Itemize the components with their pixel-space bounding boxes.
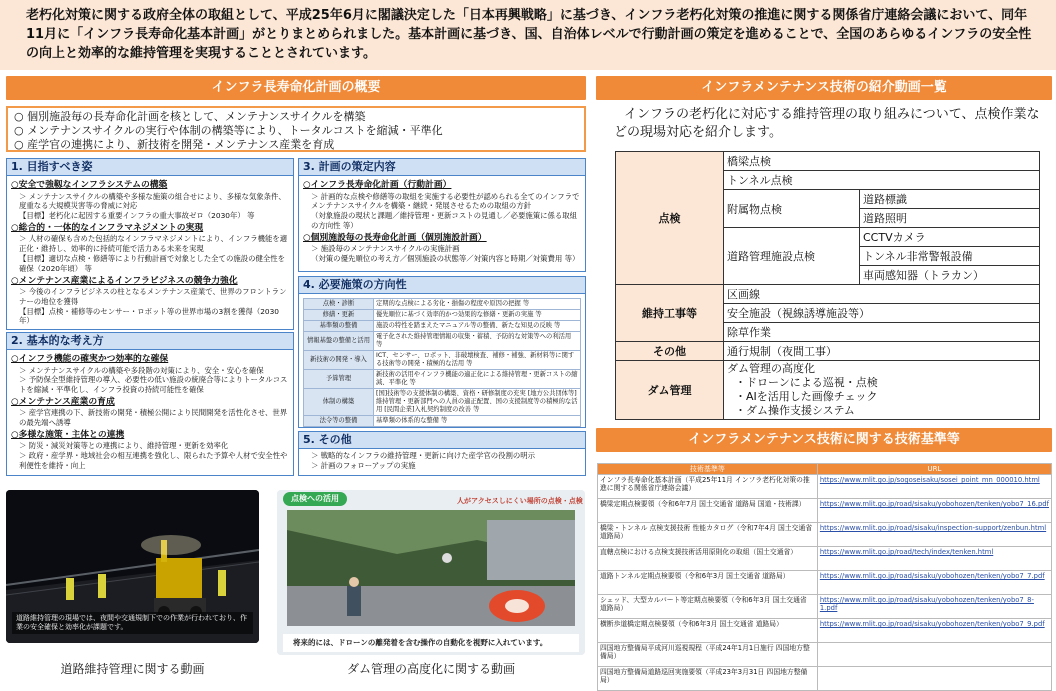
table-row: [598, 619, 1052, 643]
table-row: [616, 285, 1040, 304]
policy-value: ICT、センサー、ロボット、非破壊検査、補修・補強、新材料等に関する技術等の開発・積極的な活用 等: [374, 351, 581, 370]
policy-key: 情報基盤の整備と活用: [304, 332, 374, 351]
table-row: [616, 361, 1040, 420]
table-header-row: [598, 464, 1052, 475]
category-maintenance: 維持工事等: [616, 285, 724, 342]
video-list-table: [615, 151, 1040, 420]
road-maintenance-caption: 道路維持管理に関する動画: [60, 662, 205, 676]
table-row: [598, 523, 1052, 547]
panel-plan-contents: [298, 158, 586, 272]
dam-item-sub: ・ドローンによる巡視・点検: [735, 376, 878, 389]
principle-heading: ○インフラ機能の確実かつ効率的な確保: [11, 354, 169, 364]
policy-table: [303, 298, 581, 427]
table-row: [304, 416, 581, 427]
video-item[interactable]: 除草作業: [724, 323, 1040, 342]
video-subcategory: 附属物点検: [724, 190, 860, 228]
plan-text: ＞ 施設毎のメンテナンスサイクルの実施計画: [311, 244, 460, 254]
policy-value: 新技術の活用やインフラ機能の適正化による維持管理・更新コストの縮減、平準化 等: [374, 370, 581, 389]
video-item[interactable]: 道路照明: [860, 209, 1040, 228]
overview-box: [6, 106, 586, 152]
standard-name: 四国地方整備局平成河川巡視規程（平成24年1月1日施行 四国地方整備局）: [598, 643, 818, 667]
panel-title: 3. 計画の策定内容: [299, 159, 585, 176]
table-row: [304, 321, 581, 332]
drone-scene: [277, 490, 585, 655]
table-row: [598, 571, 1052, 595]
standard-url[interactable]: https://www.mlit.go.jp/road/tech/index/tenken.html: [817, 547, 1051, 571]
principle-text: ＞ 防災・減災対策等との連携により、維持管理・更新を効率化: [19, 441, 229, 451]
table-row: [304, 351, 581, 370]
category-inspection: 点検: [616, 152, 724, 285]
panel-title: 5. その他: [299, 432, 585, 449]
standard-name: 道路トンネル定期点検要領（令和6年3月 国土交通省 道路局）: [598, 571, 818, 595]
table-row: [304, 389, 581, 416]
panel-title: 4. 必要施策の方向性: [299, 277, 585, 294]
standard-name: 四国地方整備局道路巡回実施要領（平成23年3月31日 四国地方整備局）: [598, 667, 818, 691]
standard-url[interactable]: https://www.mlit.go.jp/sogoseisaku/sosei_point_mn_000010.html: [817, 475, 1051, 499]
panel-principles: [6, 332, 294, 476]
goal-heading: ○総合的・一体的なインフラマネジメントの実現: [11, 222, 204, 233]
other-text: ＞ 戦略的なインフラの維持管理・更新に向けた産学官の役割の明示: [311, 451, 536, 460]
category-dam: ダム管理: [616, 361, 724, 420]
table-row: [304, 299, 581, 310]
policy-value: 定期的な点検による劣化・損傷の程度や原因の把握 等: [374, 299, 581, 310]
policy-key: 修繕・更新: [304, 310, 374, 321]
standards-header: インフラメンテナンス技術に関する技術基準等: [596, 428, 1052, 452]
panel-title: 2. 基本的な考え方: [7, 333, 293, 350]
video-list-header: インフラメンテナンス技術の紹介動画一覧: [596, 76, 1052, 100]
table-row: [598, 475, 1052, 499]
principle-text: ＞ 政府・産学界・地域社会の相互連携を強化し、限られた予算や人材で安全性や利便性を維持・向上: [19, 451, 288, 471]
video-item[interactable]: CCTVカメラ: [860, 228, 1040, 247]
plan-text: （対象施設の現状と課題／維持管理・更新コストの見通し／必要施策に係る取組の方向性 等）: [311, 211, 578, 230]
standard-url[interactable]: https://www.mlit.go.jp/road/sisaku/yobohozen/tenken/yobo7_7.pdf: [817, 571, 1051, 595]
dam-management-caption: ダム管理の高度化に関する動画: [346, 662, 515, 676]
intro-text: 老朽化対策に関する政府全体の取組として、平成25年6月に閣議決定した「日本再興戦略」に基づき、インフラ老朽化対策の推進に関する関係省庁連絡会議において、同年11月に「インフラ長寿命化基本計画」がとりまとめられました。基本計画に基づき、国、自治体レベルで行動計画の策定を進めることで、全国のあらゆるインフラの安全性の向上と効率的な維持管理を実現することとされています。: [0, 0, 1056, 70]
goal-heading: ○メンテナンス産業によるインフラビジネスの競争力強化: [11, 275, 238, 286]
standard-url: [817, 643, 1051, 667]
policy-key: 予算管理: [304, 370, 374, 389]
policy-value: 電子化された維持管理情報の収集・蓄積、予防的な対策等への利活用 等: [374, 332, 581, 351]
goal-text: ＞ 人材の確保も含めた包括的なインフラマネジメントにより、インフラ機能を適正化・維持し、効率的に持続可能で活力ある未来を実現: [19, 234, 288, 254]
video-item[interactable]: トンネル点検: [724, 171, 1040, 190]
video-item[interactable]: トンネル非常警報設備: [860, 247, 1040, 266]
policy-value: 基準類の体系的な整備 等: [374, 416, 581, 427]
panel-goals: [6, 158, 294, 330]
policy-key: 法令等の整備: [304, 416, 374, 427]
plan-heading: ○インフラ長寿命化計画（行動計画）: [303, 180, 452, 190]
goal-text: ＞ 今後のインフラビジネスの柱となるメンテナンス産業で、世界のフロントランナーの地位を獲得: [19, 287, 287, 306]
overview-line: ○ 個別施設毎の長寿命化計画を核として、メンテナンスサイクルを構築: [14, 110, 366, 123]
standard-url[interactable]: https://www.mlit.go.jp/road/sisaku/yobohozen/tenken/yobo7_9.pdf: [817, 619, 1051, 643]
policy-key: 点検・診断: [304, 299, 374, 310]
standard-name: 橋梁・トンネル 点検支援技術 性能カタログ（令和7年4月 国土交通省 道路局）: [598, 523, 818, 547]
panel-title: 1. 目指すべき姿: [7, 159, 293, 176]
tag-label: 点検への活用: [291, 494, 339, 503]
table-row: [616, 152, 1040, 171]
video-item[interactable]: 区画線: [724, 285, 1040, 304]
policy-key: 体制の構築: [304, 389, 374, 416]
standard-url[interactable]: https://www.mlit.go.jp/road/sisaku/yobohozen/tenken/yobo7_16.pdf: [817, 499, 1051, 523]
column-header: URL: [817, 464, 1051, 475]
photo-overlay-caption: 道路維持管理の現場では、夜間や交通規制下での作業が行われており、作業の安全確保と効率化が課題です。: [16, 614, 247, 631]
table-row: [598, 595, 1052, 619]
goal-heading: ○安全で強靱なインフラシステムの構築: [11, 180, 168, 190]
dam-management-video[interactable]: [277, 490, 585, 655]
video-item-dam[interactable]: [724, 361, 1040, 420]
video-item[interactable]: 通行規制（夜間工事）: [724, 342, 1040, 361]
policy-value: 優先順位に基づく効率的かつ効果的な修繕・更新の実施 等: [374, 310, 581, 321]
left-section-header: インフラ長寿命化計画の概要: [6, 76, 586, 100]
standards-table: [597, 463, 1052, 691]
video-list-lead: インフラの老朽化に対応する維持管理の取り組みについて、点検作業などの現場対応を紹介します。: [614, 107, 1040, 140]
plan-heading: ○個別施設毎の長寿命化計画（個別施設計画）: [303, 232, 487, 243]
policy-key: 新技術の開発・導入: [304, 351, 374, 370]
road-maintenance-video[interactable]: [6, 490, 259, 643]
principle-text: ＞ 予防保全型維持管理の導入、必要性の低い施設の統廃合等によりトータルコストを縮減・平準化し、インフラ投資の持続可能性を確保: [19, 375, 288, 395]
column-header: 技術基準等: [598, 464, 818, 475]
banner-label: 人がアクセスしにくい場所の点検・点検: [457, 497, 583, 505]
table-row: [598, 667, 1052, 691]
principle-text: ＞ メンテナンスサイクルの構築や多段階の対策により、安全・安心を確保: [19, 365, 264, 375]
goal-target: 【目標】適切な点検・修繕等により行動計画で対象とした全ての施設の健全性を確保（2020年頃） 等: [19, 253, 286, 273]
panel-other: [298, 431, 586, 476]
principle-heading: ○メンテナンス産業の育成: [11, 396, 115, 407]
policy-value: [国]技術等の支援体制の構築、資格・研修制度の充実 [地方公共団体等]維持管理・更新部門への人員の適正配置、国の支援制度等の積極的な活用 [民間企業]入札契約制度の改善 等: [374, 389, 581, 416]
other-text: ＞ 計画のフォローアップの実施: [311, 460, 416, 470]
video-item[interactable]: 道路標識: [860, 190, 1040, 209]
video-subcategory: 道路管理施設点検: [724, 228, 860, 285]
table-row: [598, 499, 1052, 523]
standard-url[interactable]: https://www.mlit.go.jp/road/sisaku/inspection-support/zenbun.html: [817, 523, 1051, 547]
category-other: その他: [616, 342, 724, 361]
video-item[interactable]: 橋梁点検: [724, 152, 1040, 171]
photo-footer-text: 将来的には、ドローンの離発着を含む操作の自動化を視野に入れています。: [293, 638, 548, 647]
overview-line: ○ メンテナンスサイクルの実行や体制の構築等により、トータルコストを縮減・平準化: [14, 124, 443, 137]
policy-key: 基準類の整備: [304, 321, 374, 332]
standard-name: インフラ長寿命化基本計画（平成25年11月 インフラ老朽化対策の推進に関する関係省庁連絡会議）: [598, 475, 818, 499]
table-row: [616, 342, 1040, 361]
policy-value: 施設の特性を踏まえたマニュアル等の整備、新たな知見の反映 等: [374, 321, 581, 332]
table-row: [304, 310, 581, 321]
standard-name: 直轄点検における点検支援技術活用原則化の取組（国土交通省）: [598, 547, 818, 571]
video-item[interactable]: 安全施設（視線誘導施設等）: [724, 304, 1040, 323]
goal-target: 【目標】老朽化に起因する重要インフラの重大事故ゼロ（2030年） 等: [19, 211, 255, 221]
table-row: [598, 643, 1052, 667]
table-row: [304, 332, 581, 351]
plan-text: （対策の優先順位の考え方／個別施設の状態等／対策内容と時期／対策費用 等）: [311, 253, 580, 263]
dam-item-title: ダム管理の高度化: [727, 362, 815, 375]
dam-item-sub: ・ダム操作支援システム: [735, 404, 855, 417]
standard-name: 横断歩道橋定期点検要領（令和6年3月 国土交通省 道路局）: [598, 619, 818, 643]
goal-target: 【目標】点検・補修等のセンサー・ロボット等の世界市場の3割を獲得（2030年）: [19, 306, 280, 326]
standard-url: [817, 667, 1051, 691]
table-row: [304, 370, 581, 389]
standard-name: 橋梁定期点検要領（令和6年7月 国土交通省 道路局 国道・技術課）: [598, 499, 818, 523]
principle-heading: ○多様な施策・主体との連携: [11, 429, 125, 440]
plan-text: ＞ 計画的な点検や修繕等の取組を実施する必要性が認められる全てのインフラでメンテナンスサイクルを構築・継続・発展させるための取組の方針: [311, 191, 580, 211]
panel-policy-direction: [298, 276, 586, 428]
dam-item-sub: ・AIを活用した画像チェック: [735, 390, 878, 403]
standard-url[interactable]: https://www.mlit.go.jp/road/sisaku/yobohozen/tenken/yobo7_8-1.pdf: [817, 595, 1051, 619]
standard-name: シェッド、大型カルバート等定期点検要領（令和6年3月 国土交通省 道路局）: [598, 595, 818, 619]
goal-text: ＞ メンテナンスサイクルの構築や多様な施策の組合せにより、多様な気象条件、度重なる大規模災害等の脅威に対応: [19, 191, 286, 211]
principle-text: ＞ 産学官連携の下、新技術の開発・積極公開により民間開発を活性化させ、世界の最先端へ誘導: [19, 408, 288, 428]
table-row: [598, 547, 1052, 571]
overview-line: ○ 産学官の連携により、新技術を開発・メンテナンス産業を育成: [14, 138, 335, 151]
video-item[interactable]: 車両感知器（トラカン）: [860, 266, 1040, 285]
